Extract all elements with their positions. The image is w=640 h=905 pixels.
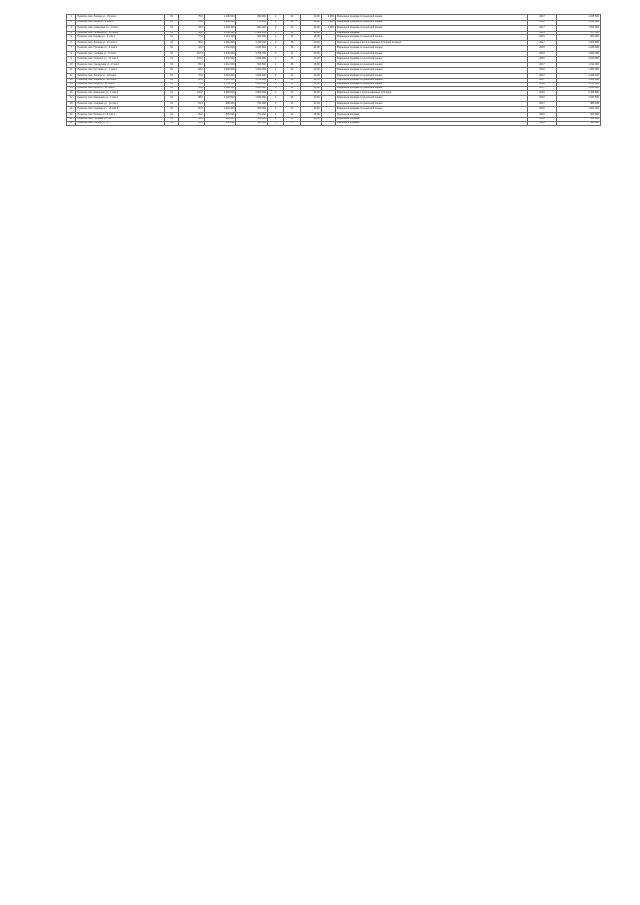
property-name: Нежилое пом. Пушкина ул., 5 пом.2 bbox=[76, 46, 165, 52]
residual-value: 2 800 000 bbox=[236, 90, 268, 96]
year-value: 2017 bbox=[528, 101, 556, 107]
area-value: 69,0 bbox=[179, 86, 205, 90]
basis-text: Разрешена продажа по рыночной оценке bbox=[335, 15, 528, 21]
area-value: 120,0 bbox=[179, 90, 205, 96]
residual-value: 1 001 200 bbox=[236, 73, 268, 79]
group-code: 61 bbox=[165, 20, 179, 26]
param-1: 2 bbox=[267, 83, 283, 87]
book-value: 410 000 bbox=[204, 118, 236, 122]
year-value: 2015 bbox=[528, 112, 556, 118]
row-number: 7 bbox=[67, 46, 76, 52]
residual-value: 1 045 800 bbox=[236, 46, 268, 52]
area-value: 81,0 bbox=[179, 20, 205, 26]
property-name: Нежилое пом. Горького ул., 17 пом.3 bbox=[76, 57, 165, 63]
param-1: 3 bbox=[267, 31, 283, 35]
book-value: 2 011 500 bbox=[204, 79, 236, 83]
basis-text: Разрешена продажа по рыночной оценке bbox=[335, 68, 528, 74]
basis-text: Разрешена продажа bbox=[335, 112, 528, 118]
param-2: 10 bbox=[284, 20, 300, 26]
param-1: 3 bbox=[267, 86, 283, 90]
property-name: Нежилое пом. Ленина ул., 40 пом.1 bbox=[76, 73, 165, 79]
group-code: 61 bbox=[165, 90, 179, 96]
area-value: 46,0 bbox=[179, 31, 205, 35]
year-value: 2017 bbox=[528, 73, 556, 79]
basis-text: Разрешена продажа по рыночной оценке bbox=[335, 26, 528, 32]
row-number: 3 bbox=[67, 26, 76, 32]
property-name: Нежилое пом. Советская ул., 4 пом.1 bbox=[76, 26, 165, 32]
property-name: Нежилое пом. Речная ул., 6 пом.1 bbox=[76, 112, 165, 118]
year-value: 2017 bbox=[528, 79, 556, 83]
row-number: 6 bbox=[67, 40, 76, 46]
property-name: Нежилое пом. Полевая ул., 10 bbox=[76, 118, 165, 122]
param-2: 12 bbox=[284, 31, 300, 35]
basis-text: Разрешена продажа с использованием субсидии на выкуп bbox=[335, 40, 528, 46]
percent-value: 22,00 bbox=[300, 101, 321, 107]
property-name: Нежилое пом. Садовая ул., 11 пом.1 bbox=[76, 101, 165, 107]
book-value: 600 000 bbox=[204, 121, 236, 125]
row-number: 19 bbox=[67, 107, 76, 113]
area-value: 73,0 bbox=[179, 83, 205, 87]
row-number: 11 bbox=[67, 68, 76, 74]
group-code: 61 bbox=[165, 68, 179, 74]
row-number: 12 bbox=[67, 73, 76, 79]
property-name: Нежилое пом. Мира ул., 8 пом.3 bbox=[76, 20, 165, 26]
param-2: 16 bbox=[284, 46, 300, 52]
param-1: 2 bbox=[267, 26, 283, 32]
cadastral-value: 577 500 bbox=[556, 31, 600, 35]
property-name: Нежилое пом. Мира ул., 32 пом.4 bbox=[76, 86, 165, 90]
percent-value: 18,00 bbox=[300, 62, 321, 68]
param-2: 14 bbox=[284, 101, 300, 107]
group-code: 61 bbox=[165, 112, 179, 118]
group-code: 61 bbox=[165, 57, 179, 63]
group-code: 61 bbox=[165, 118, 179, 122]
year-value: 2017 bbox=[528, 40, 556, 46]
percent-value: 20,00 bbox=[300, 86, 321, 90]
extra-value: 1 900 bbox=[321, 20, 335, 26]
percent-value: 20,00 bbox=[300, 107, 321, 113]
book-value: 1 700 000 bbox=[204, 83, 236, 87]
param-1: 1 bbox=[267, 118, 283, 122]
area-value: 50,0 bbox=[179, 112, 205, 118]
basis-text: Разрешена продажа по рыночной оценке bbox=[335, 73, 528, 79]
group-code: 61 bbox=[165, 101, 179, 107]
percent-value: 20,00 bbox=[300, 83, 321, 87]
row-number: 21 bbox=[67, 118, 76, 122]
basis-text: Разрешена продажа bbox=[335, 118, 528, 122]
cadastral-value: 1 290 000 bbox=[556, 86, 600, 90]
cadastral-value: 1 600 900 bbox=[556, 51, 600, 57]
area-value: 60,0 bbox=[179, 107, 205, 113]
param-2: 18 bbox=[284, 35, 300, 41]
residual-value: 700 000 bbox=[236, 101, 268, 107]
row-number: 9 bbox=[67, 57, 76, 63]
param-2: 26 bbox=[284, 57, 300, 63]
property-name: Нежилое пом. Ленина ул., 21 пом.4 bbox=[76, 40, 165, 46]
group-code: 61 bbox=[165, 79, 179, 83]
book-value: 1 201 300 bbox=[204, 26, 236, 32]
percent-value: 22,00 bbox=[300, 79, 321, 83]
row-number: 4 bbox=[67, 31, 76, 35]
property-register-table bbox=[66, 14, 601, 126]
property-name: Нежилое пом. Ленина ул., 42 пом.2 bbox=[76, 79, 165, 83]
cadastral-value: 900 000 bbox=[556, 35, 600, 41]
area-value: 65,0 bbox=[179, 62, 205, 68]
cadastral-value: 410 000 bbox=[556, 118, 600, 122]
residual-value: 1 200 000 bbox=[236, 68, 268, 74]
cadastral-value: 1 001 000 bbox=[556, 107, 600, 113]
param-2: 12 bbox=[284, 86, 300, 90]
param-1: 3 bbox=[267, 20, 283, 26]
param-1: 2 bbox=[267, 68, 283, 74]
area-value: 75,0 bbox=[179, 15, 205, 21]
basis-text: Разрешена продажа по рыночной оценке bbox=[335, 62, 528, 68]
param-1: 3 bbox=[267, 57, 283, 63]
percent-value bbox=[300, 121, 321, 125]
book-value: 1 001 000 bbox=[204, 107, 236, 113]
cadastral-value: 1 045 800 bbox=[556, 46, 600, 52]
param-2: 20 bbox=[284, 68, 300, 74]
param-1: 3 bbox=[267, 90, 283, 96]
param-1: 2 bbox=[267, 73, 283, 79]
cadastral-value: 1 012 000 bbox=[556, 62, 600, 68]
param-1: 2 bbox=[267, 35, 283, 41]
percent-value: 22,00 bbox=[300, 15, 321, 21]
percent-value: 22,00 bbox=[300, 57, 321, 63]
row-number: 14 bbox=[67, 83, 76, 87]
basis-text: Разрешена продажа по рыночной оценке bbox=[335, 35, 528, 41]
property-name: Нежилое пом. Ленина ул., 15 пом.1 bbox=[76, 15, 165, 21]
property-name: Нежилое пом. Школьная ул., 1 пом.1 bbox=[76, 90, 165, 96]
cadastral-value: 889 000 bbox=[556, 101, 600, 107]
percent-value: 18,00 bbox=[300, 118, 321, 122]
book-value: 2 233 500 bbox=[204, 96, 236, 102]
percent-value: 18,00 bbox=[300, 20, 321, 26]
row-number: 20 bbox=[67, 112, 76, 118]
param-1: 2 bbox=[267, 46, 283, 52]
residual-value: 1 300 000 bbox=[236, 83, 268, 87]
residual-value: 330 000 bbox=[236, 118, 268, 122]
book-value: 820 000 bbox=[204, 112, 236, 118]
area-value: 54,0 bbox=[179, 101, 205, 107]
area-value: 70,0 bbox=[179, 73, 205, 79]
percent-value: 22,00 bbox=[300, 26, 321, 32]
group-code: 61 bbox=[165, 51, 179, 57]
property-name: Нежилое пом. Кирова ул., 3 пом.1 bbox=[76, 35, 165, 41]
basis-text: Разрешена продажа по рыночной оценке bbox=[335, 79, 528, 83]
year-value: 2017 bbox=[528, 26, 556, 32]
extra-value bbox=[321, 121, 335, 125]
row-number: 10 bbox=[67, 62, 76, 68]
group-code: 61 bbox=[165, 83, 179, 87]
residual-value: 700 500 bbox=[236, 20, 268, 26]
param-1: 1 bbox=[267, 121, 283, 125]
param-1: 2 bbox=[267, 15, 283, 21]
group-code: 61 bbox=[165, 62, 179, 68]
row-number: 2 bbox=[67, 20, 76, 26]
param-1: 2 bbox=[267, 51, 283, 57]
percent-value: 20,00 bbox=[300, 40, 321, 46]
param-2: 38 bbox=[284, 40, 300, 46]
group-code: 61 bbox=[165, 73, 179, 79]
row-number: 17 bbox=[67, 96, 76, 102]
cadastral-value: 1 032 000 bbox=[556, 20, 600, 26]
percent-value: 20,00 bbox=[300, 68, 321, 74]
extra-value: 2 400 bbox=[321, 26, 335, 32]
row-number: 13 bbox=[67, 79, 76, 83]
table-row bbox=[67, 121, 601, 125]
group-code: 61 bbox=[165, 96, 179, 102]
book-value: 1 290 000 bbox=[204, 86, 236, 90]
param-2: 32 bbox=[284, 15, 300, 21]
residual-value: 500 000 bbox=[236, 121, 268, 125]
area-value: 77,0 bbox=[179, 35, 205, 41]
percent-value: 20,00 bbox=[300, 96, 321, 102]
residual-value: 1 100 000 bbox=[236, 86, 268, 90]
property-name: Нежилое пом. Гагарина ул., 12 пом.2 bbox=[76, 31, 165, 35]
group-code: 61 bbox=[165, 121, 179, 125]
residual-value: 900 000 bbox=[236, 35, 268, 41]
year-value: 2016 bbox=[528, 107, 556, 113]
year-value: 2016 bbox=[528, 83, 556, 87]
row-number: 5 bbox=[67, 35, 76, 41]
param-2: 26 bbox=[284, 96, 300, 102]
book-value: 2 670 000 bbox=[204, 57, 236, 63]
property-name: Нежилое пом. Свердлова ул., 2 пом.1 bbox=[76, 62, 165, 68]
year-value: 2016 bbox=[528, 68, 556, 74]
property-name: Нежилое пом. Школьная ул., 3 пом.2 bbox=[76, 96, 165, 102]
basis-text: Разрешена продажа bbox=[335, 31, 528, 35]
param-1: 2 bbox=[267, 79, 283, 83]
year-value: 2016 bbox=[528, 118, 556, 122]
book-value: 1 451 300 bbox=[204, 40, 236, 46]
year-value: 2015 bbox=[528, 90, 556, 96]
cadastral-value: 1 700 000 bbox=[556, 83, 600, 87]
percent-value: 20,00 bbox=[300, 73, 321, 79]
row-number: 16 bbox=[67, 90, 76, 96]
group-code: 61 bbox=[165, 15, 179, 21]
property-name: Нежилое пом. Садовая ул., 15 пом.3 bbox=[76, 107, 165, 113]
cadastral-value: 2 640 000 bbox=[556, 57, 600, 63]
basis-text: Разрешена продажа по рыночной оценке bbox=[335, 83, 528, 87]
residual-value: 1 998 000 bbox=[236, 57, 268, 63]
extra-value: 2 600 bbox=[321, 15, 335, 21]
book-value: 1 032 000 bbox=[204, 20, 236, 26]
property-name: Нежилое пом. Кутузова ул., 7 пом.2 bbox=[76, 68, 165, 74]
area-value: 88,0 bbox=[179, 79, 205, 83]
area-value: 98,0 bbox=[179, 96, 205, 102]
book-value: 1 104 900 bbox=[204, 46, 236, 52]
row-number: 8 bbox=[67, 51, 76, 57]
param-1: 1 bbox=[267, 112, 283, 118]
basis-text: Разрешена продажа по рыночной оценке bbox=[335, 46, 528, 52]
param-1: 2 bbox=[267, 96, 283, 102]
property-name: Нежилое пом. Лесная ул., 2 bbox=[76, 121, 165, 125]
book-value: 2 345 600 bbox=[204, 51, 236, 57]
year-value: 2015 bbox=[528, 51, 556, 57]
basis-text: Разрешена продажа с использованием субсидии bbox=[335, 90, 528, 96]
basis-text: Разрешена продажа по рыночной оценке bbox=[335, 107, 528, 113]
row-number: 18 bbox=[67, 101, 76, 107]
area-value: 60,0 bbox=[179, 40, 205, 46]
percent-value: 22,00 bbox=[300, 46, 321, 52]
residual-value: 890 000 bbox=[236, 15, 268, 21]
year-value: 2016 bbox=[528, 35, 556, 41]
area-value: 93,0 bbox=[179, 26, 205, 32]
row-number: 22 bbox=[67, 121, 76, 125]
residual-value: 1 700 000 bbox=[236, 79, 268, 83]
book-value: 1 600 800 bbox=[204, 68, 236, 74]
group-code: 61 bbox=[165, 35, 179, 41]
percent-value: 20,00 bbox=[300, 51, 321, 57]
area-value: 63,0 bbox=[179, 46, 205, 52]
percent-value: 20,00 bbox=[300, 31, 321, 35]
book-value: 1 114 300 bbox=[204, 35, 236, 41]
year-value: 2016 bbox=[528, 46, 556, 52]
basis-text: Разрешена продажа по рыночной оценке bbox=[335, 101, 528, 107]
cadastral-value: 3 456 800 bbox=[556, 90, 600, 96]
percent-value: 18,00 bbox=[300, 90, 321, 96]
cadastral-value: 1 334 400 bbox=[556, 73, 600, 79]
area-value: 30,0 bbox=[179, 118, 205, 122]
cadastral-value: 820 000 bbox=[556, 112, 600, 118]
row-number: 15 bbox=[67, 86, 76, 90]
year-value: 2016 bbox=[528, 121, 556, 125]
param-2: 8 bbox=[284, 121, 300, 125]
param-2: 14 bbox=[284, 73, 300, 79]
percent-value: 18,00 bbox=[300, 112, 321, 118]
cadastral-value: 1 201 300 bbox=[556, 26, 600, 32]
param-2: 12 bbox=[284, 112, 300, 118]
param-2: 36 bbox=[284, 62, 300, 68]
residual-value: 900 000 bbox=[236, 107, 268, 113]
cadastral-value: 600 000 bbox=[556, 121, 600, 125]
param-1: 2 bbox=[267, 107, 283, 113]
year-value: 2016 bbox=[528, 96, 556, 102]
book-value: 1 245 600 bbox=[204, 15, 236, 21]
group-code: 61 bbox=[165, 31, 179, 35]
basis-text: Разрешена продажа по рыночной оценке bbox=[335, 51, 528, 57]
percent-value: 18,00 bbox=[300, 35, 321, 41]
basis-text: Разрешена продажа по рыночной оценке bbox=[335, 57, 528, 63]
group-code: 61 bbox=[165, 26, 179, 32]
param-1: 3 bbox=[267, 40, 283, 46]
basis-text: Разрешена продажа bbox=[335, 121, 528, 125]
residual-value: 1 758 700 bbox=[236, 51, 268, 57]
book-value: 1 012 000 bbox=[204, 62, 236, 68]
year-value: 2015 bbox=[528, 31, 556, 35]
book-value: 1 334 400 bbox=[204, 73, 236, 79]
residual-value: 900 000 bbox=[236, 26, 268, 32]
basis-text: Разрешена продажа по рыночной оценке bbox=[335, 96, 528, 102]
residual-value: 900 800 bbox=[236, 62, 268, 68]
year-value: 2017 bbox=[528, 86, 556, 90]
area-value: 83,0 bbox=[179, 68, 205, 74]
area-value: 104,0 bbox=[179, 57, 205, 63]
param-2: 20 bbox=[284, 107, 300, 113]
group-code: 61 bbox=[165, 40, 179, 46]
residual-value: 2 001 100 bbox=[236, 31, 268, 35]
cadastral-value: 1 245 600 bbox=[556, 15, 600, 21]
property-name: Нежилое пом. Чапаева ул., 9 пом.1 bbox=[76, 51, 165, 57]
param-2: 30 bbox=[284, 90, 300, 96]
area-value: 107,0 bbox=[179, 51, 205, 57]
residual-value: 1 700 400 bbox=[236, 40, 268, 46]
year-value: 2016 bbox=[528, 57, 556, 63]
cadastral-value: 1 450 000 bbox=[556, 68, 600, 74]
year-value: 2016 bbox=[528, 20, 556, 26]
year-value: 2017 bbox=[528, 15, 556, 21]
param-2: 10 bbox=[284, 118, 300, 122]
book-value: 3 456 800 bbox=[204, 90, 236, 96]
book-value: 2 345 400 bbox=[204, 31, 236, 35]
param-2: 14 bbox=[284, 51, 300, 57]
param-1: 2 bbox=[267, 101, 283, 107]
property-name: Нежилое пом. Мира ул., 30 пом.1 bbox=[76, 83, 165, 87]
param-1: 2 bbox=[267, 62, 283, 68]
basis-text: Разрешена продажа по рыночной оценке bbox=[335, 86, 528, 90]
year-value: 2017 bbox=[528, 62, 556, 68]
param-2: 22 bbox=[284, 26, 300, 32]
group-code: 61 bbox=[165, 107, 179, 113]
group-code: 61 bbox=[165, 86, 179, 90]
cadastral-value: 1 604 800 bbox=[556, 40, 600, 46]
param-2: 16 bbox=[284, 83, 300, 87]
param-2: 18 bbox=[284, 79, 300, 83]
cadastral-value: 1 900 000 bbox=[556, 79, 600, 83]
residual-value: 1 990 000 bbox=[236, 96, 268, 102]
row-number: 1 bbox=[67, 15, 76, 21]
basis-text: Разрешена продажа по рыночной оценке bbox=[335, 20, 528, 26]
area-value: 45,0 bbox=[179, 121, 205, 125]
cadastral-value: 2 233 500 bbox=[556, 96, 600, 102]
residual-value: 700 000 bbox=[236, 112, 268, 118]
book-value: 889 000 bbox=[204, 101, 236, 107]
group-code: 61 bbox=[165, 46, 179, 52]
